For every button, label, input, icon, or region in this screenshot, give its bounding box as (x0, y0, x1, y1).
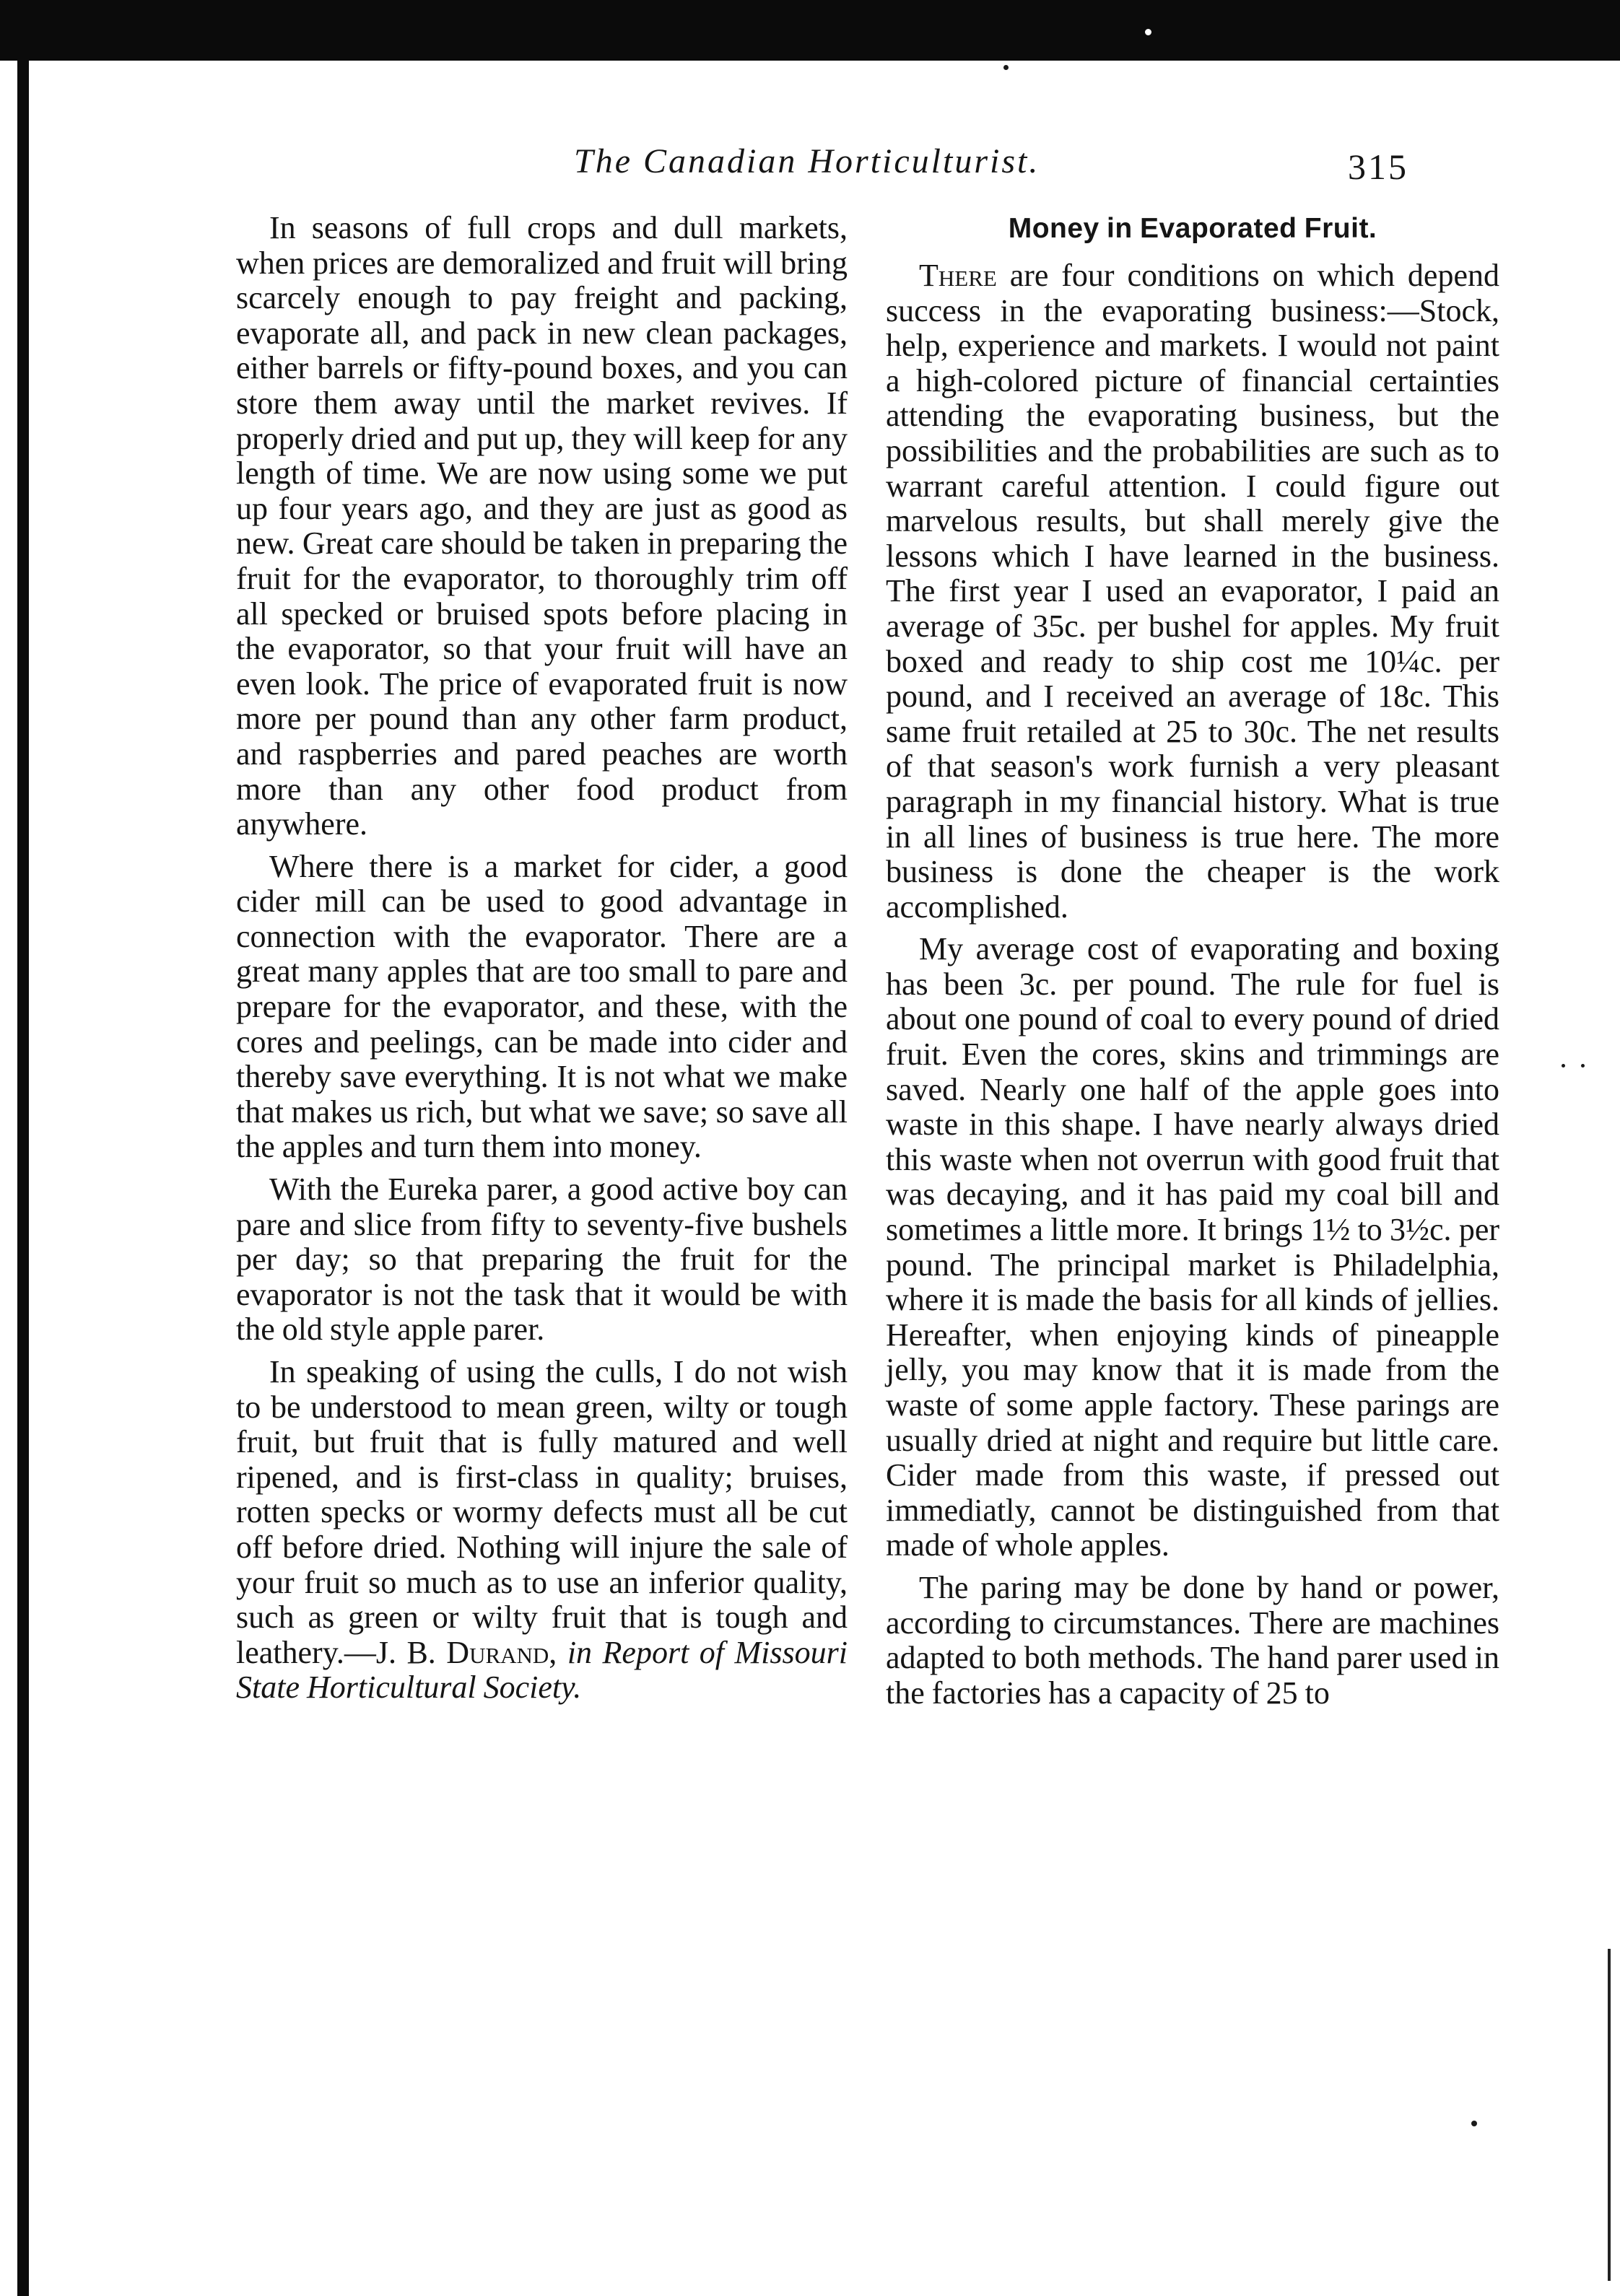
paragraph: With the Eureka parer, a good active boy can pare and slice from fifty to seventy-five bushels per day; so that preparing the fruit for the evaporator is not the task that it would be with the old style apple parer. (236, 1171, 848, 1348)
page-left-edge-band (17, 43, 29, 2296)
paragraph-text: In speaking of using the culls, I do not wish to be understood to mean green, wilty or tough fruit, but fruit that is fully matured and well ripened, and is first-class in quality; bruises, rotten specks or wormy defects must all be cut off before dried. Nothing will injure the sale of your fruit so much as to use an inferior quality, such as green or wilty fruit that is tough and leathery.— (236, 1354, 848, 1670)
paragraph: Where there is a market for cider, a good cider mill can be used to good advantage in connection with the evaporator. There are a great many apples that are too small to pare and prepare for the evaporator, and these, with the cores and peelings, can be made into cider and thereby save everything. It is not what we make that makes us rich, but what we save; so save all the apples and turn them into money. (236, 848, 848, 1165)
page-top-edge-band (0, 0, 1620, 61)
author-attribution: J. B. Durand, (375, 1634, 557, 1670)
print-speck (1562, 1064, 1565, 1068)
journal-title: The Canadian Horticulturist. (574, 142, 1040, 180)
running-head (0, 141, 1620, 192)
paragraph: The paring may be done by hand or power, according to circumstances. There are machines adapted to both methods. The hand parer used in the factories has a capacity of 25 to (886, 1569, 1499, 1711)
print-speck (1003, 65, 1009, 70)
source-citation: in Report of Missouri State Horticultural Society. (236, 1634, 848, 1706)
print-speck (1471, 2121, 1477, 2126)
paragraph: In seasons of full crops and dull markets, when prices are demoralized and fruit will bring scarcely enough to pay freight and packing, evaporate all, and pack in new clean packages, either barrels or fifty-pound boxes, and you can store them away until the market revives. If properly dried and put up, they will keep for any length of time. We are now using some we put up four years ago, and they are just as good as new. Great care should be taken in preparing the fruit for the evaporator, to thoroughly trim off all specked or bruised spots before placing in the evaporator, so that your fruit will have an even look. The price of evaporated fruit is now more per pound than any other farm product, and raspberries and pared peaches are worth more than any other food product from anywhere. (236, 210, 848, 842)
paragraph (886, 258, 1499, 925)
page-number: 315 (1348, 147, 1408, 187)
paragraph-with-attribution (236, 1355, 848, 1706)
right-column (886, 211, 1499, 1711)
print-speck (1145, 29, 1151, 35)
page-edge-scan-mark (1608, 1949, 1611, 2281)
paragraph-text: are four conditions on which depend success in the evaporating business:—Stock, help, experience and markets. I would not paint a high-colored picture of financial certainties attending the evaporating business, but the possibilities and the probabilities are such as to warrant careful attention. I could figure out marvelous results, but shall merely give the lessons which I have learned in the business. The first year I used an evaporator, I paid an average of 35c. per bushel for apples. My fruit boxed and ready to ship cost me 10¼c. per pound, and I received an average of 18c. This same fruit retailed at 25 to 30c. The net results of that season's work furnish a very pleasant paragraph in my financial history. What is true in all lines of business is true here. The more business is done the cheaper is the work accomplished. (886, 258, 1499, 925)
left-column (236, 211, 848, 1706)
article-heading: Money in Evaporated Fruit. (1008, 213, 1377, 244)
paragraph: My average cost of evaporating and boxing has been 3c. per pound. The rule for fuel is about one pound of coal to every pound of dried fruit. Even the cores, skins and trimmings are saved. Nearly one half of the apple goes into waste in this shape. I have nearly always dried this waste when not overrun with good fruit that was decaying, and it has paid my coal bill and sometimes a little more. It brings 1½ to 3½c. per pound. The principal market is Philadelphia, where it is made the basis for all kinds of jellies. Hereafter, when enjoying kinds of pineapple jelly, you may know that it is made from the waste of some apple factory. These parings are usually dried at night and require but little care. Cider made from this waste, if pressed out immediatly, cannot be distinguished from that made of whole apples. (886, 931, 1499, 1563)
paragraph-lead-word: There (919, 258, 997, 293)
print-speck (1581, 1064, 1585, 1068)
